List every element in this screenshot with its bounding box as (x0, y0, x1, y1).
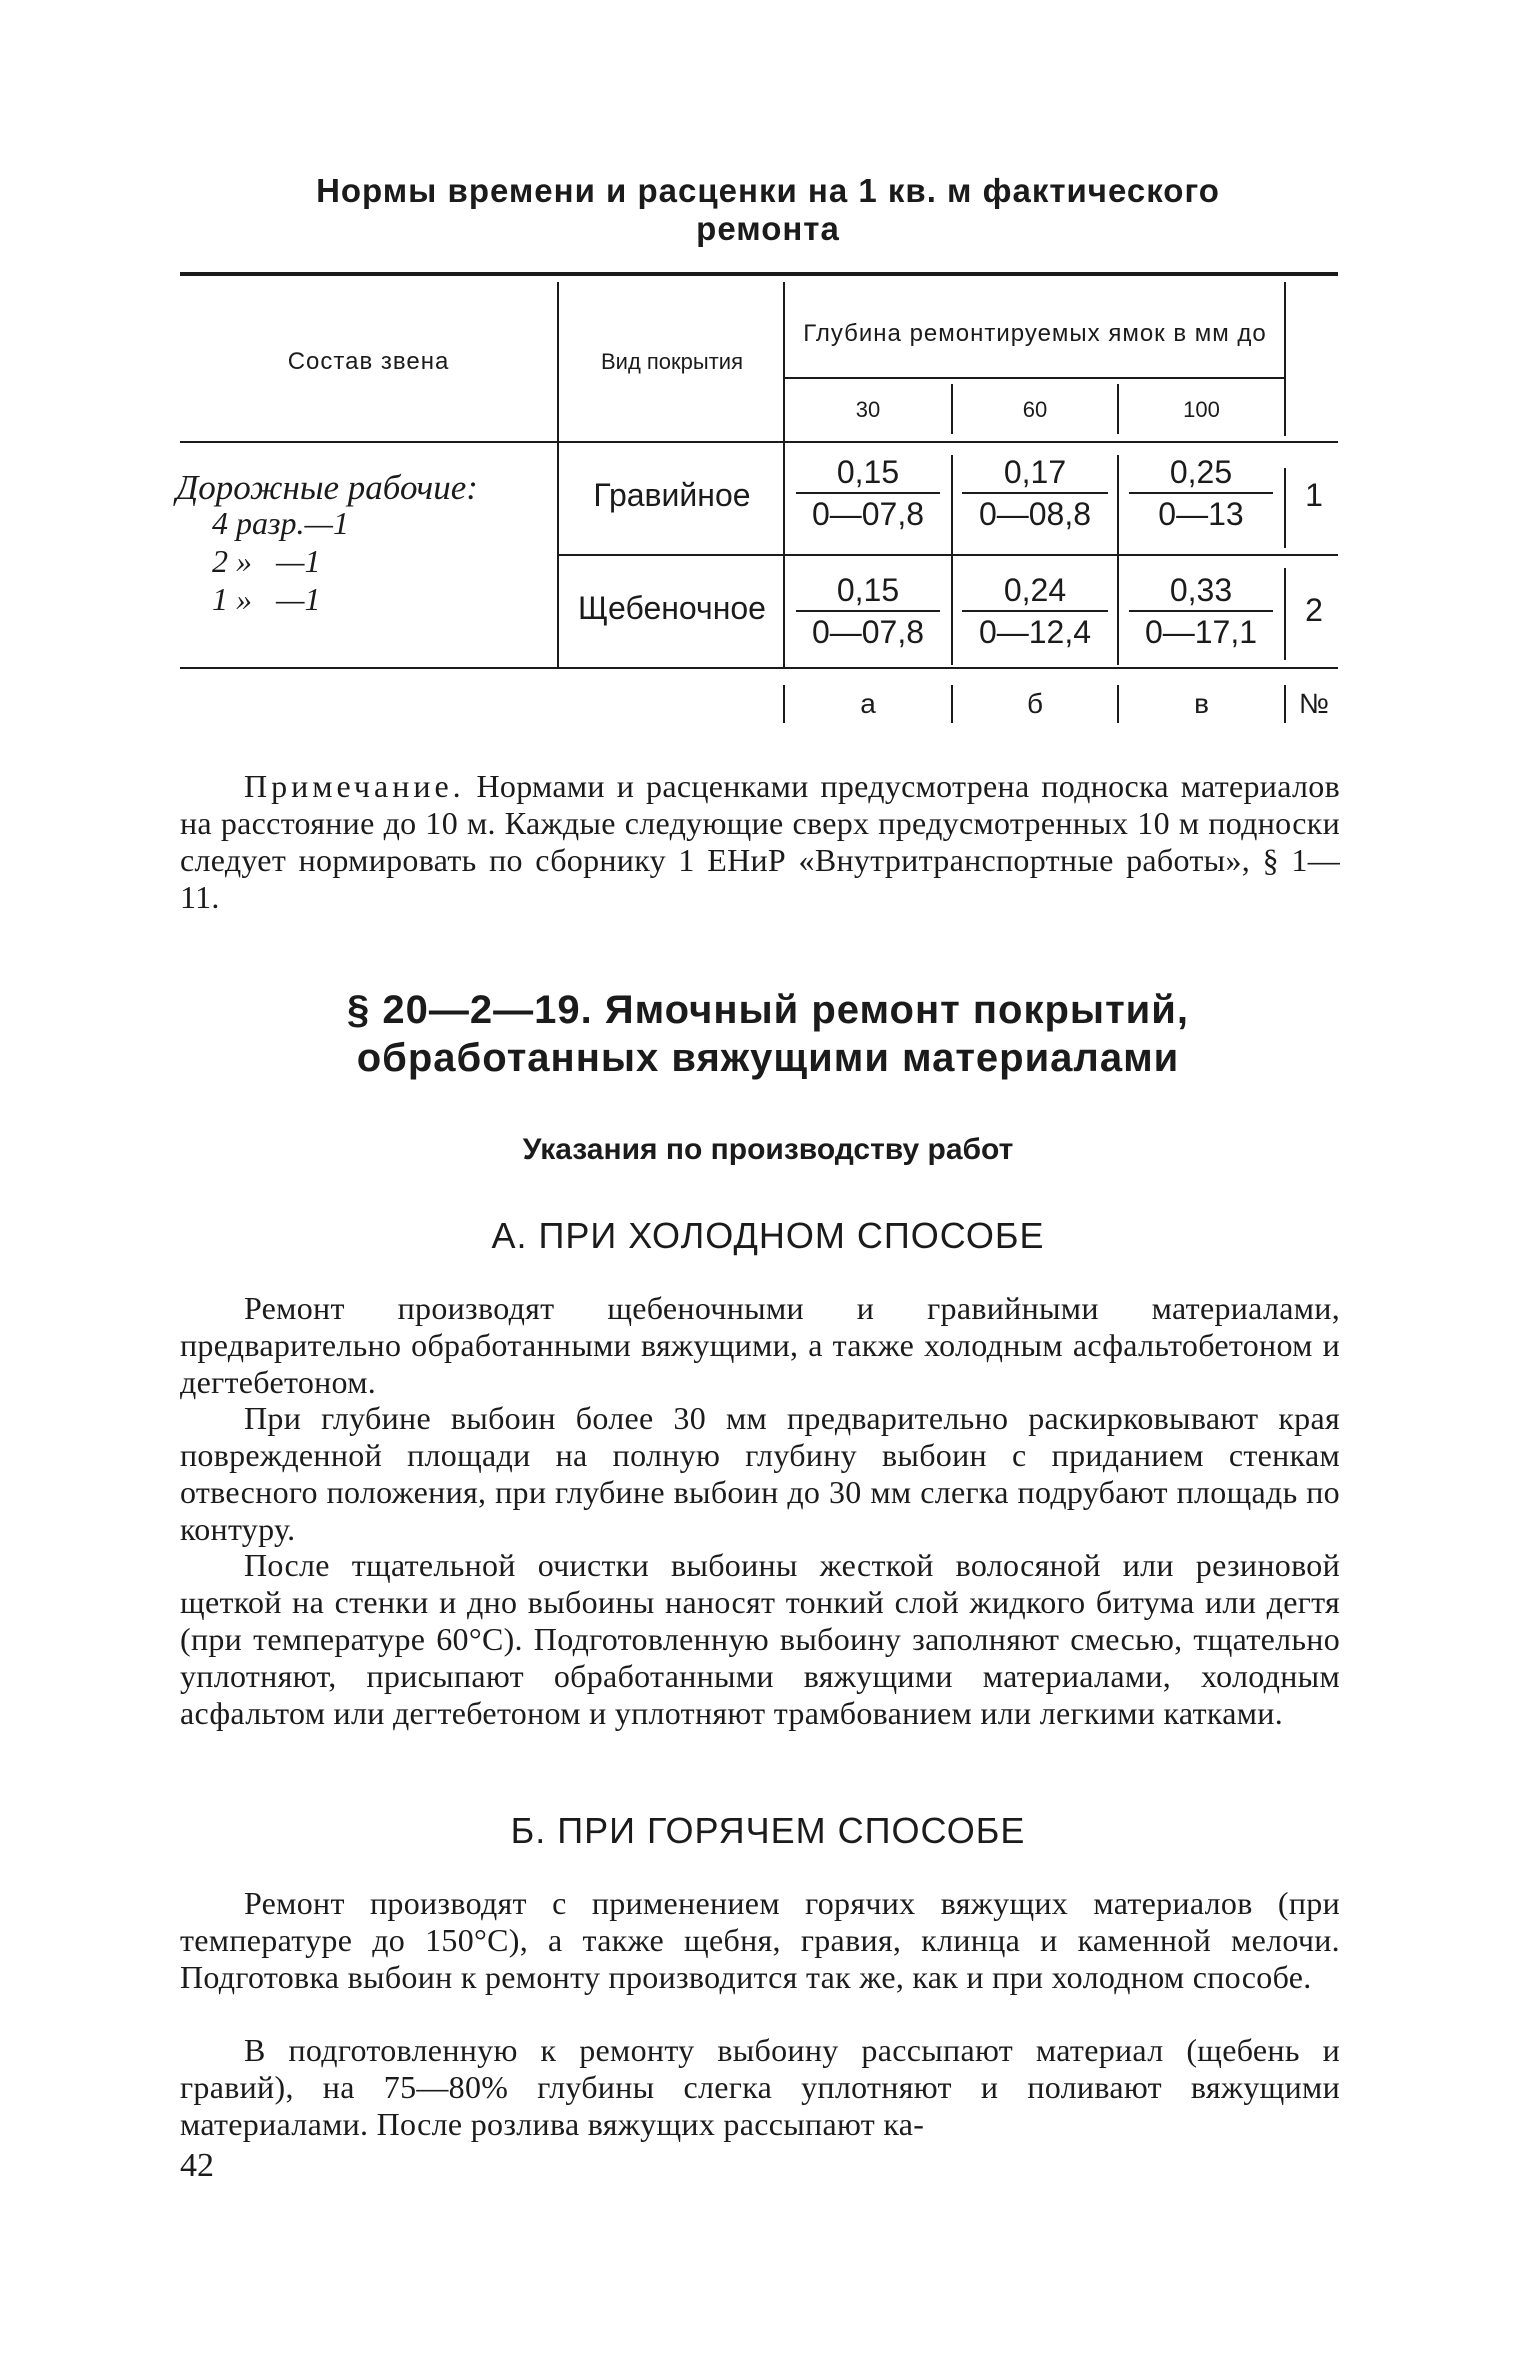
row-1-depth-30-time: 0,15 (836, 454, 900, 490)
col-rule-1 (557, 282, 559, 667)
row-2-depth-60 (960, 570, 1110, 652)
table-title-line-1: Нормы времени и расценки на 1 кв. м фактического (316, 172, 1220, 209)
part-a-paragraph-1: Ремонт производят щебеночными и гравийными материалами, предварительно обработанными вяжущими, а также холодным асфальтобетоном и дегтебетоном. (180, 1290, 1340, 1400)
row-1-depth-30 (794, 452, 942, 534)
header-depth-30: 30 (855, 397, 881, 422)
section-title (180, 986, 1356, 1082)
row-2-depth-30-time: 0,15 (836, 572, 900, 608)
header-cover-type: Вид покрытия (600, 348, 743, 374)
row-1-depth-30-price: 0—07,8 (811, 496, 925, 532)
part-a-paragraph-3: После тщательной очистки выбоины жесткой волосяной или резиновой щеткой на стенки и дно выбоины наносят тонкий слой жидкого битума или дегтя (при температуре 60°С). Подготовленную выбоину заполняют смесью, тщательно уплотняют, присыпают обработанными вяжущими материалами, холодным асфальтом или дегтебетоном и уплотняют трамбованием или легкими катками. (180, 1547, 1340, 1731)
col-rule-5c (1284, 568, 1286, 660)
footer-number-sign: № (1298, 688, 1330, 719)
row-2-depth-60-time: 0,24 (1003, 572, 1067, 608)
row-1-depth-100 (1127, 452, 1275, 534)
row-1-cover: Гравийное (593, 476, 751, 513)
row-1-number: 1 (1305, 476, 1323, 513)
col-rule-5 (1284, 282, 1286, 436)
section-title-line-1: § 20—2—19. Ямочный ремонт покрытий, (347, 988, 1189, 1032)
col-rule-4b (1117, 455, 1119, 665)
header-depth: Глубина ремонтируемых ямок в мм до (803, 320, 1267, 347)
table-title-line-2: ремонта (696, 210, 840, 247)
section-subhead: Указания по производству работ (522, 1133, 1014, 1166)
header-crew: Состав звена (287, 347, 450, 375)
footer-col-v: в (1194, 688, 1209, 719)
row-1-depth-60 (960, 452, 1110, 534)
crew-member-3: 1 » —1 (212, 581, 321, 617)
part-a-paragraph-2: При глубине выбоин более 30 мм предварительно раскирковывают края поврежденной площади на полную глубину выбоин с приданием стенкам отвесного положения, при глубине выбоин до 30 мм слегка подрубают площадь по контуру. (180, 1400, 1340, 1547)
part-b-paragraph-2: В подготовленную к ремонту выбоину рассыпают материал (щебень и гравий), на 75—80% глубины слегка уплотняют и поливают вяжущими материалами. После розлива вяжущих рассыпают ка- (180, 2032, 1340, 2142)
row-2-depth-30-price: 0—07,8 (811, 614, 925, 650)
footer-col-b: б (1026, 688, 1044, 719)
footer-col-a: а (860, 688, 876, 719)
section-title-line-2: обработанных вяжущими материалами (356, 1036, 1180, 1080)
part-a-heading: А. ПРИ ХОЛОДНОМ СПОСОБЕ (491, 1215, 1045, 1256)
depth-header-rule (783, 377, 1285, 379)
header-bottom-rule (180, 441, 1338, 443)
header-depth-100: 100 (1183, 397, 1220, 422)
norms-table (0, 0, 1536, 720)
row-2-depth-100-time: 0,33 (1169, 572, 1233, 608)
note-label: Примечание. (244, 768, 465, 804)
table-top-rule (180, 272, 1338, 276)
col-rule-3b (951, 455, 953, 665)
note-text: Нормами и расценками предусмотрена поднoска материалов на расстояние до 10 м. Каждые следующие сверх предусмотренных 10 м подноски следует нормировать по сборнику 1 ЕНиР «Внутритранспортные работы», § 1—11. (180, 768, 1340, 915)
row-1-depth-60-time: 0,17 (1003, 454, 1067, 490)
part-b-paragraph-1: Ремонт производят с применением горячих вяжущих материалов (при температуре до 150°С), а также щебня, гравия, клинца и каменной мелочи. Подготовка выбоин к ремонту производится так же, как и при холодном способе. (180, 1885, 1340, 1995)
col-rule-2 (783, 282, 785, 667)
footer-rule-4 (1284, 685, 1286, 723)
row-1-depth-100-time: 0,25 (1169, 454, 1233, 490)
table-note (180, 768, 1340, 916)
page-number: 42 (180, 2147, 214, 2184)
part-b-heading: Б. ПРИ ГОРЯЧЕМ СПОСОБЕ (510, 1810, 1026, 1851)
row-2-depth-100-price: 0—17,1 (1144, 614, 1258, 650)
col-rule-5b (1284, 468, 1286, 548)
row-2-depth-30 (794, 570, 942, 652)
row-1-depth-60-price: 0—08,8 (978, 496, 1092, 532)
crew-member-2: 2 » —1 (212, 543, 321, 579)
crew-title: Дорожные рабочие: (176, 468, 478, 507)
row-2-number: 2 (1305, 591, 1323, 628)
row-2-cover: Щебеночное (578, 589, 766, 626)
table-bottom-rule (180, 667, 1338, 669)
row-2-depth-100 (1127, 570, 1275, 652)
row-1-depth-100-price: 0—13 (1158, 496, 1244, 532)
header-depth-60: 60 (1022, 397, 1048, 422)
row-separator-rule (557, 554, 1338, 556)
crew-member-1: 4 разр.—1 (212, 505, 349, 541)
row-2-depth-60-price: 0—12,4 (978, 614, 1092, 650)
